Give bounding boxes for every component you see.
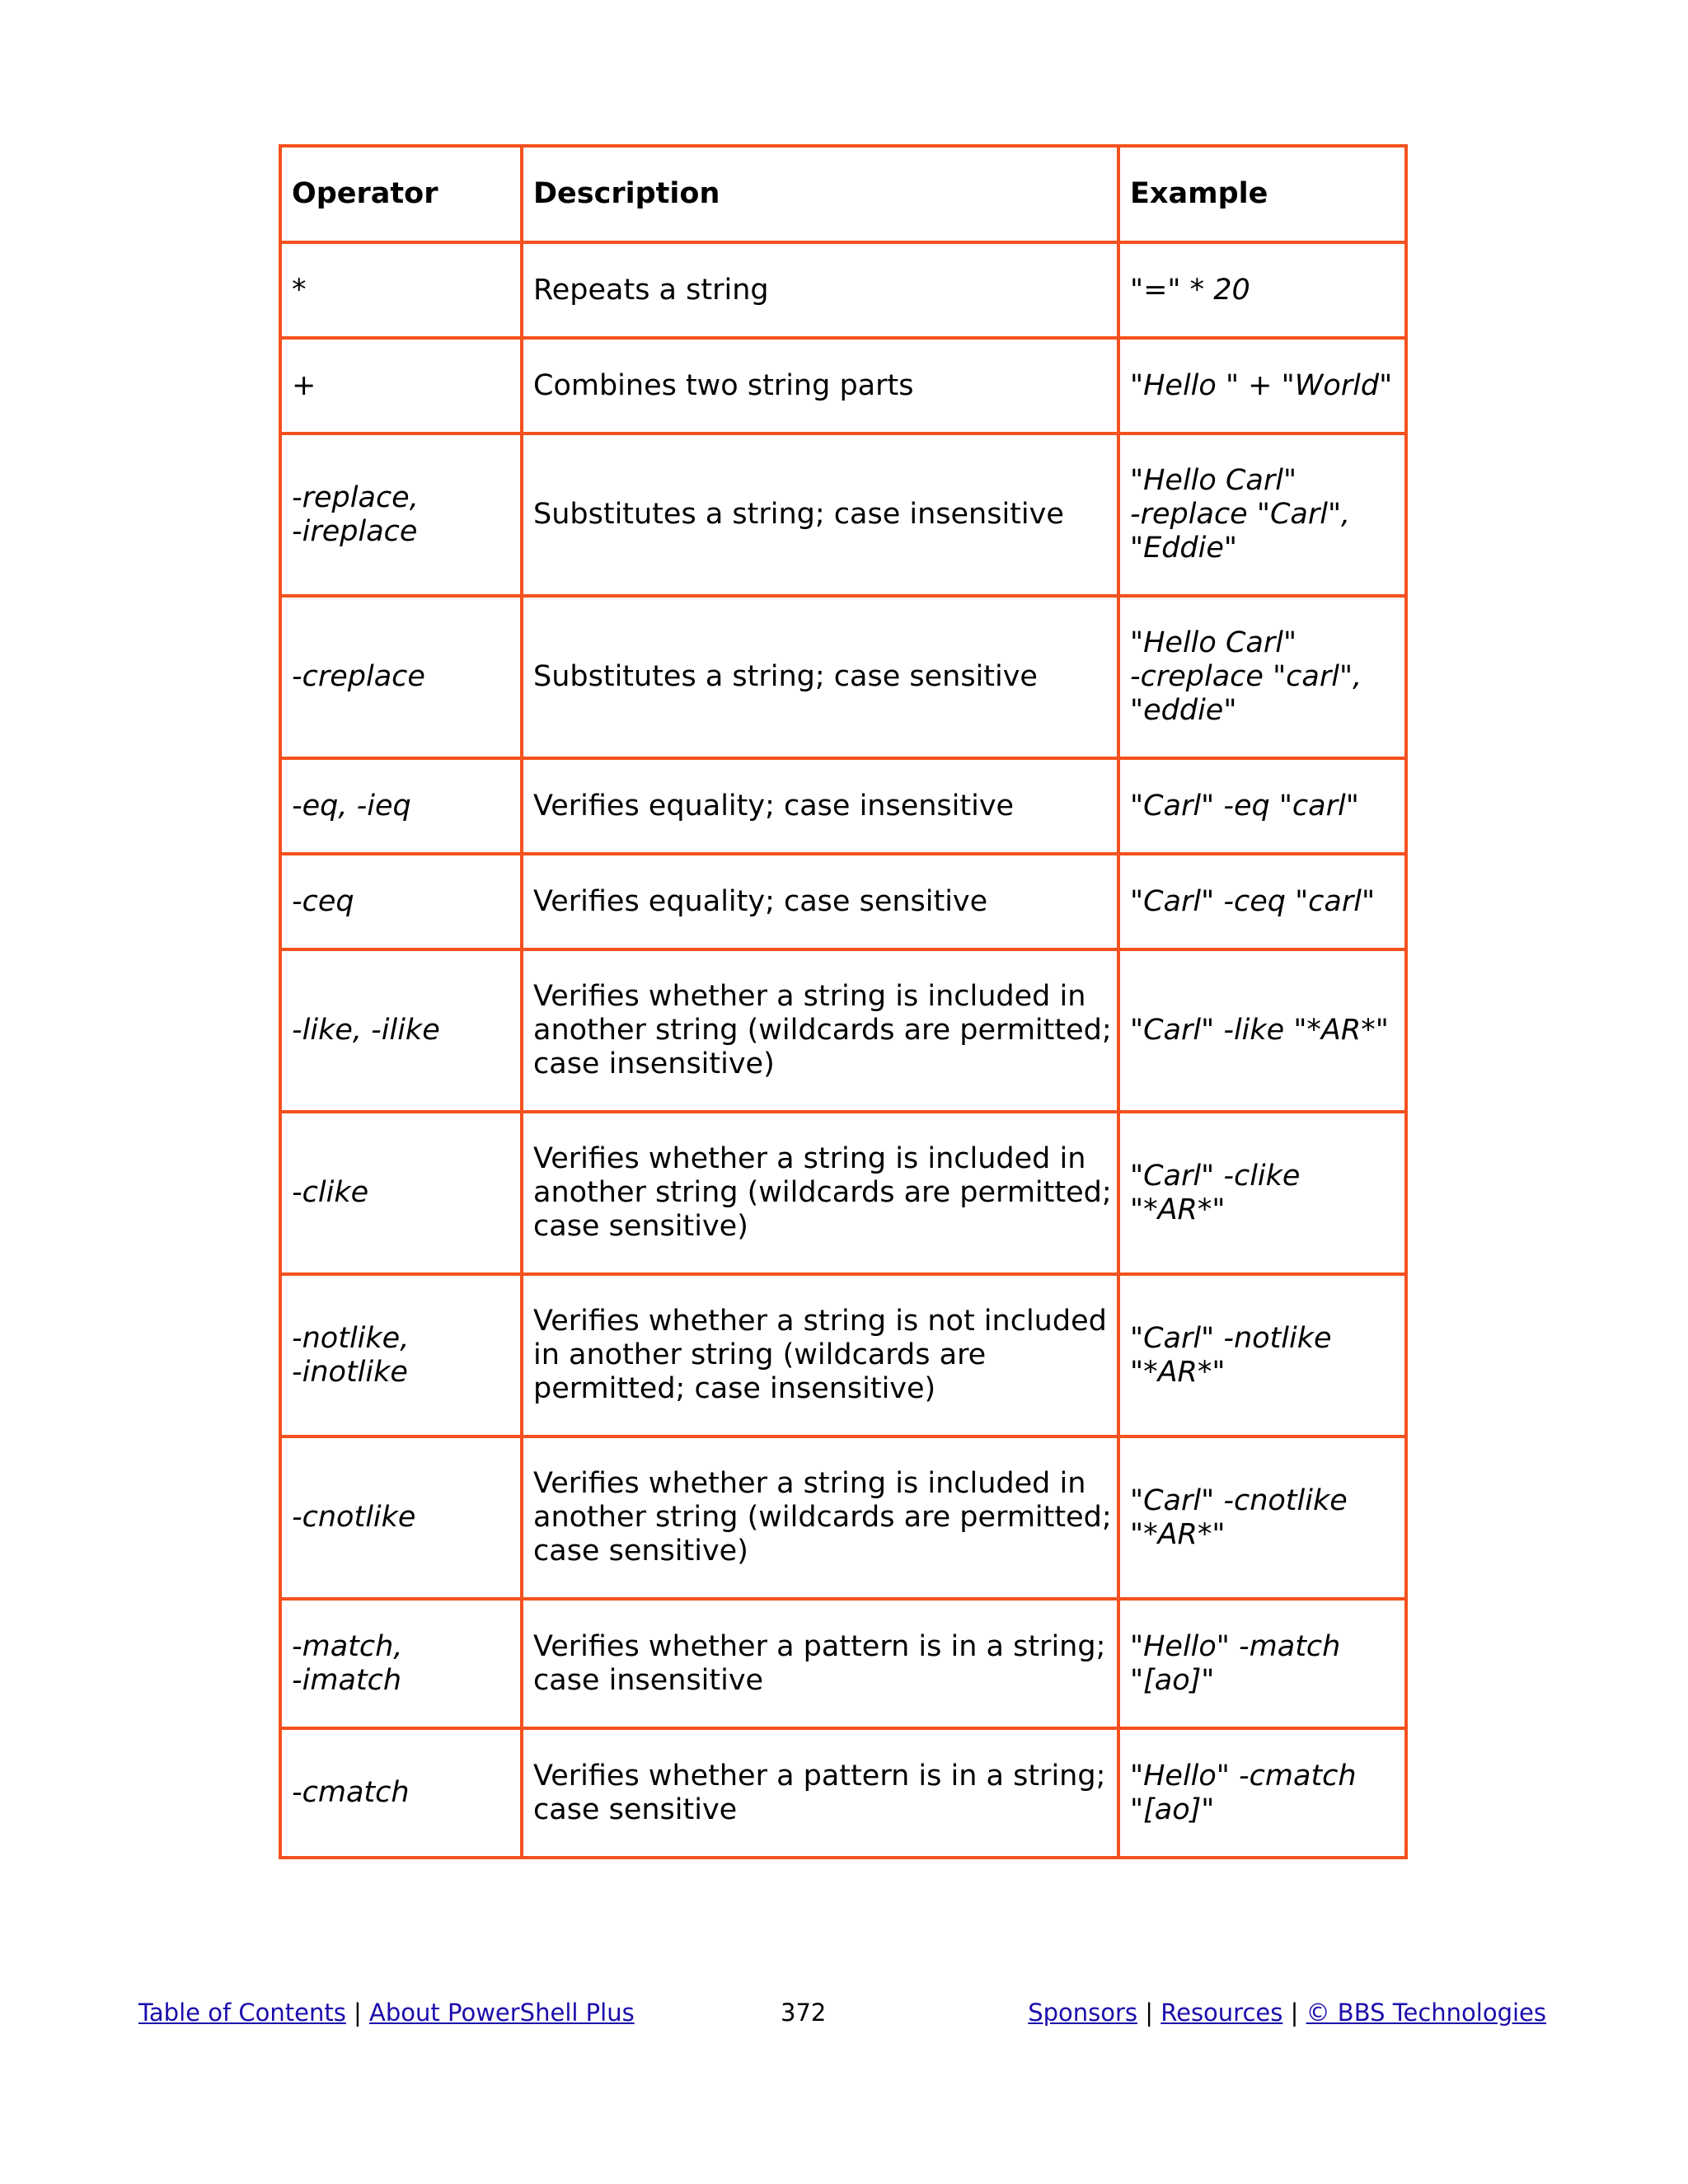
header-description: Description: [522, 146, 1118, 242]
example-cell: "Carl" -like "*AR*": [1118, 949, 1406, 1112]
operator-cell: -creplace: [280, 596, 522, 758]
description-cell: Substitutes a string; case insensitive: [522, 434, 1118, 596]
operator-cell: *: [280, 242, 522, 338]
operator-cell: -match, -imatch: [280, 1599, 522, 1728]
description-cell: Verifies equality; case sensitive: [522, 854, 1118, 949]
operator-cell: -cnotlike: [280, 1436, 522, 1599]
table-row: [280, 854, 1406, 949]
operator-cell: -notlike, -inotlike: [280, 1274, 522, 1436]
footer-separator: |: [1145, 1999, 1154, 2027]
example-cell: "Carl" -cnotlike "*AR*": [1118, 1436, 1406, 1599]
example-cell: "Hello Carl" -creplace "carl", "eddie": [1118, 596, 1406, 758]
table-row: [280, 596, 1406, 758]
table-row: [280, 242, 1406, 338]
description-cell: Substitutes a string; case sensitive: [522, 596, 1118, 758]
table-row: [280, 338, 1406, 434]
description-cell: Combines two string parts: [522, 338, 1118, 434]
table-row: [280, 758, 1406, 854]
operator-cell: -eq, -ieq: [280, 758, 522, 854]
table-of-contents-link[interactable]: Table of Contents: [138, 1999, 346, 2027]
footer-separator: |: [354, 1999, 362, 2027]
table-row: [280, 1599, 1406, 1728]
example-cell: "=" * 20: [1118, 242, 1406, 338]
description-cell: Verifies whether a pattern is in a string; case insensitive: [522, 1599, 1118, 1728]
operator-cell: -ceq: [280, 854, 522, 949]
operator-cell: -replace, -ireplace: [280, 434, 522, 596]
table-row: [280, 949, 1406, 1112]
table-body: [280, 242, 1406, 1858]
sponsors-link[interactable]: Sponsors: [1028, 1999, 1138, 2027]
description-cell: Verifies whether a string is not included in another string (wildcards are permitted; case insensitive): [522, 1274, 1118, 1436]
example-cell: "Hello" -match "[ao]": [1118, 1599, 1406, 1728]
page-number: 372: [781, 1999, 827, 2027]
example-cell: "Hello Carl" -replace "Carl", "Eddie": [1118, 434, 1406, 596]
operator-cell: -cmatch: [280, 1728, 522, 1858]
footer-left-links: [138, 1998, 635, 2027]
about-powershell-plus-link[interactable]: About PowerShell Plus: [369, 1999, 635, 2027]
table-header-row: [280, 146, 1406, 242]
table-row: [280, 434, 1406, 596]
operator-cell: -clike: [280, 1112, 522, 1274]
example-cell: "Hello" -cmatch "[ao]": [1118, 1728, 1406, 1858]
example-cell: "Carl" -notlike "*AR*": [1118, 1274, 1406, 1436]
operators-table: [279, 144, 1408, 1859]
footer-separator: |: [1290, 1999, 1299, 2027]
operator-cell: -like, -ilike: [280, 949, 522, 1112]
description-cell: Repeats a string: [522, 242, 1118, 338]
table-row: [280, 1728, 1406, 1858]
table-row: [280, 1436, 1406, 1599]
description-cell: Verifies equality; case insensitive: [522, 758, 1118, 854]
description-cell: Verifies whether a string is included in another string (wildcards are permitted; case sensitive): [522, 1436, 1118, 1599]
header-example: Example: [1118, 146, 1406, 242]
operator-cell: +: [280, 338, 522, 434]
resources-link[interactable]: Resources: [1160, 1999, 1283, 2027]
footer-right-links: [1028, 1998, 1546, 2027]
example-cell: "Hello " + "World": [1118, 338, 1406, 434]
example-cell: "Carl" -ceq "carl": [1118, 854, 1406, 949]
description-cell: Verifies whether a pattern is in a string; case sensitive: [522, 1728, 1118, 1858]
bbs-technologies-link[interactable]: © BBS Technologies: [1306, 1999, 1546, 2027]
table-row: [280, 1112, 1406, 1274]
description-cell: Verifies whether a string is included in another string (wildcards are permitted; case sensitive): [522, 1112, 1118, 1274]
table-row: [280, 1274, 1406, 1436]
example-cell: "Carl" -clike "*AR*": [1118, 1112, 1406, 1274]
header-operator: Operator: [280, 146, 522, 242]
description-cell: Verifies whether a string is included in another string (wildcards are permitted; case insensitive): [522, 949, 1118, 1112]
example-cell: "Carl" -eq "carl": [1118, 758, 1406, 854]
